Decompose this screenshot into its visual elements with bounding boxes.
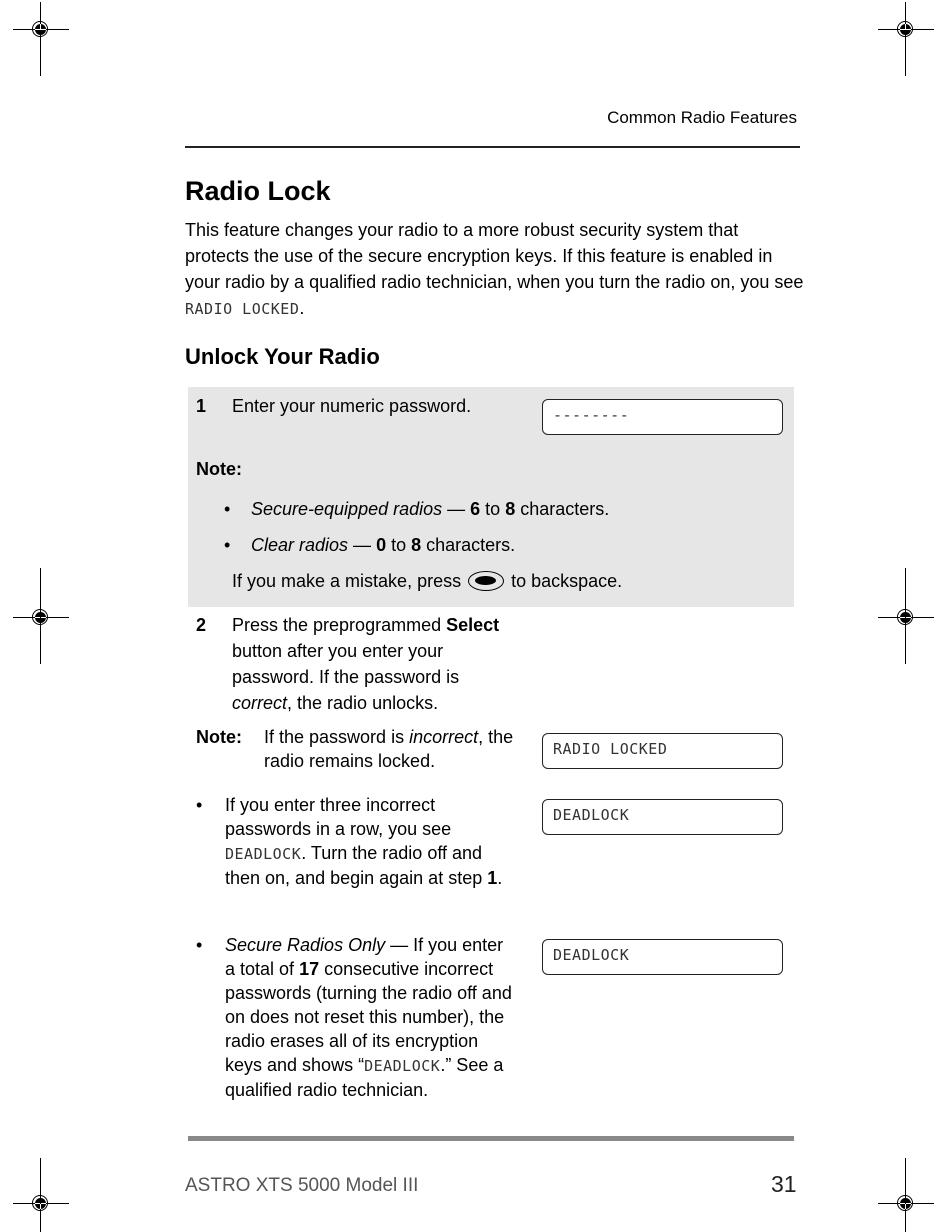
secure-radios-only-text: Secure Radios Only — If you enter a total of 17 consecutive incorrect passwords (turning the radio off and on does not reset this number), the radio erases all of its encryption keys and shows “DEADLOCK.” See a qualified radio technician. [225,935,512,1100]
crop-line [905,568,906,664]
running-header: Common Radio Features [607,108,797,127]
deadlock-inline-text: DEADLOCK [364,1057,441,1075]
bullet-icon: • [224,535,231,555]
radio-locked-display-text: RADIO LOCKED [185,300,300,318]
radio-locked-display: RADIO LOCKED [542,733,783,769]
section-end-rule [188,1136,794,1141]
crop-line [905,30,906,76]
crop-line [905,1158,906,1204]
step-2-note-label: Note: [196,727,242,747]
deadlock-inline-text: DEADLOCK [225,845,302,863]
step-2-text: Press the preprogrammed Select button after you enter your password. If the password is correct, the radio unlocks. [232,615,500,713]
section-heading: Unlock Your Radio [185,344,380,369]
step-1-text: Enter your numeric password. [232,396,472,416]
menu-button-icon [468,571,504,591]
deadlock-display-secure: DEADLOCK [542,939,783,975]
step-1-number: 1 [196,396,207,416]
footer-model-name: ASTRO XTS 5000 Model III [185,1175,419,1196]
registration-mark-mid-left [13,590,69,646]
step-2-note-text: If the password is incorrect, the radio remains locked. [264,727,514,771]
secure-radios-bullet: Secure-equipped radios — 6 to 8 characters. [251,499,610,519]
registration-mark-bottom-right [878,1176,934,1232]
password-display: -------- [542,399,783,435]
clear-radios-bullet: Clear radios — 0 to 8 characters. [251,535,516,555]
crop-line [40,1158,41,1204]
step-1-note-label: Note: [196,459,242,479]
step-2-number: 2 [196,615,207,635]
crop-line [40,30,41,76]
page-title: Radio Lock [185,176,331,206]
bullet-icon: • [224,499,231,519]
deadlock-display: DEADLOCK [542,799,783,835]
header-rule [185,146,800,148]
page-number: 31 [771,1171,797,1197]
registration-mark-top-right [878,2,934,58]
intro-paragraph: This feature changes your radio to a more robust security system that protects the use of the secure encryption keys. If this feature is enabled in your radio by a qualified radio technician, when you turn the radio on, you see RADIO LOCKED. [185,220,804,318]
registration-mark-top-left [13,2,69,58]
bullet-icon: • [196,935,203,955]
three-incorrect-passwords-text: If you enter three incorrect passwords in a row, you see DEADLOCK. Turn the radio off and then on, and begin again at step 1. [225,795,503,888]
registration-mark-mid-right [878,590,934,646]
registration-mark-bottom-left [13,1176,69,1232]
crop-line [40,568,41,664]
bullet-icon: • [196,795,203,815]
mistake-instruction: If you make a mistake, press to backspace. [232,571,623,591]
